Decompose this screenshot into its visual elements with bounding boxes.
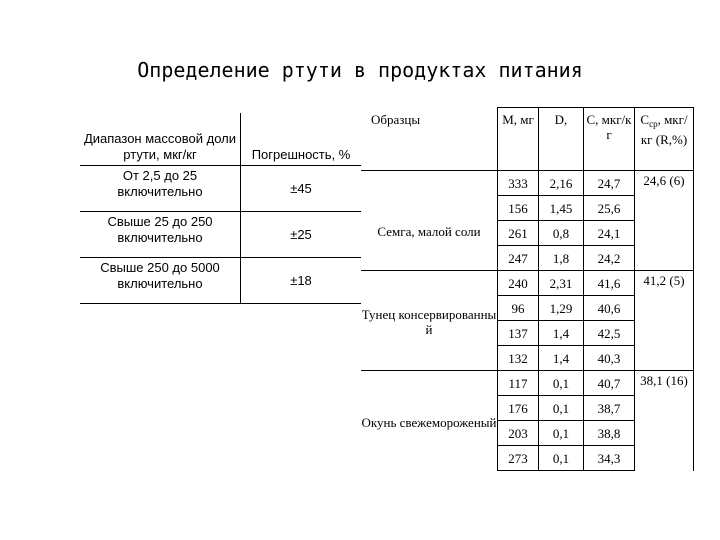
table-row [80, 258, 361, 304]
header-cav-main: С [640, 112, 650, 127]
c-cell: 24,1 [584, 221, 635, 246]
table-row [361, 171, 694, 196]
header-error: Погрешность, % [251, 147, 351, 162]
m-cell: 117 [498, 371, 539, 396]
header-cav-sub: ср [649, 119, 658, 129]
d-cell: 1,4 [539, 346, 584, 371]
m-cell: 247 [498, 246, 539, 271]
c-cell: 24,7 [584, 171, 635, 196]
header-samples: Образцы [361, 108, 498, 171]
d-cell: 0,1 [539, 396, 584, 421]
range-cell: Свыше 25 до 250 включительно [80, 212, 241, 258]
error-cell: ±18 [241, 258, 362, 304]
m-cell: 240 [498, 271, 539, 296]
m-cell: 137 [498, 321, 539, 346]
header-cav [635, 108, 694, 171]
d-cell: 1,29 [539, 296, 584, 321]
m-cell: 333 [498, 171, 539, 196]
c-cell: 42,5 [584, 321, 635, 346]
m-cell: 261 [498, 221, 539, 246]
sample-name: Тунец консервированны й [361, 271, 498, 371]
c-cell: 24,2 [584, 246, 635, 271]
c-cell: 40,6 [584, 296, 635, 321]
c-cell: 41,6 [584, 271, 635, 296]
range-cell: Свыше 250 до 5000 включительно [80, 258, 241, 304]
m-cell: 203 [498, 421, 539, 446]
range-cell: От 2,5 до 25 включительно [80, 166, 241, 212]
error-range-table [80, 113, 361, 304]
c-cell: 40,7 [584, 371, 635, 396]
c-cell: 38,7 [584, 396, 635, 421]
c-cell: 25,6 [584, 196, 635, 221]
samples-table [361, 107, 694, 471]
c-cell: 38,8 [584, 421, 635, 446]
m-cell: 96 [498, 296, 539, 321]
table-header-row [361, 108, 694, 171]
cav-cell: 24,6 (6) [635, 171, 694, 271]
page-title: Определение ртути в продуктах питания [137, 58, 583, 82]
d-cell: 2,31 [539, 271, 584, 296]
c-cell: 40,3 [584, 346, 635, 371]
header-cav-rest: , мкг/кг (R,%) [640, 112, 688, 147]
d-cell: 0,1 [539, 421, 584, 446]
table-row [361, 271, 694, 296]
c-cell: 34,3 [584, 446, 635, 471]
m-cell: 132 [498, 346, 539, 371]
d-cell: 0,1 [539, 371, 584, 396]
d-cell: 1,4 [539, 321, 584, 346]
m-cell: 176 [498, 396, 539, 421]
d-cell: 1,8 [539, 246, 584, 271]
table-header-row [80, 113, 361, 166]
error-cell: ±25 [241, 212, 362, 258]
d-cell: 0,8 [539, 221, 584, 246]
table-row [80, 166, 361, 212]
header-m: М, мг [498, 108, 539, 171]
d-cell: 0,1 [539, 446, 584, 471]
table-row [80, 212, 361, 258]
header-c: С, мкг/к г [584, 108, 635, 171]
header-range: Диапазон массовой доли ртути, мкг/кг [80, 113, 241, 166]
d-cell: 2,16 [539, 171, 584, 196]
d-cell: 1,45 [539, 196, 584, 221]
sample-name: Семга, малой соли [361, 171, 498, 271]
table-row [361, 371, 694, 396]
m-cell: 156 [498, 196, 539, 221]
cav-cell: 38,1 (16) [635, 371, 694, 471]
header-d: D, [539, 108, 584, 171]
error-cell: ±45 [241, 166, 362, 212]
sample-name: Окунь свежемороженый [361, 371, 498, 471]
m-cell: 273 [498, 446, 539, 471]
cav-cell: 41,2 (5) [635, 271, 694, 371]
